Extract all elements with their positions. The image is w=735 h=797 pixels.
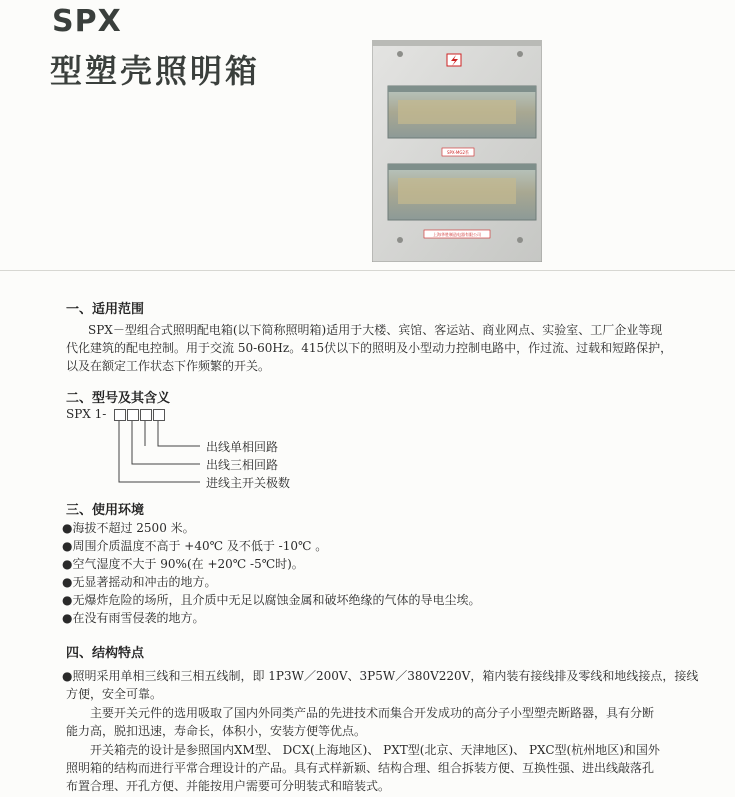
scope-line-1: SPX－型组合式照明配电箱(以下简称照明箱)适用于大楼、宾馆、客运站、商业网点、实验室、工厂企业等现 bbox=[88, 323, 663, 337]
model-code: SPX bbox=[52, 4, 122, 39]
page-title: 型塑壳照明箱 bbox=[50, 52, 261, 90]
section-heading-scope: 一、适用范围 bbox=[66, 302, 145, 317]
code-label-single-phase: 出线单相回路 bbox=[206, 440, 279, 454]
structure-line: 照明箱的结构而进行平常合理设计的产品。具有式样新颖、结构合理、组合拆装方便、互换性强、进出线敲落孔 bbox=[66, 761, 655, 775]
env-item: ●无显著摇动和冲击的地方。 bbox=[62, 575, 217, 589]
env-item: ●空气湿度不大于 90%(在 +20℃ -5℃时)。 bbox=[62, 557, 304, 571]
env-item: ●无爆炸危险的场所，且介质中无足以腐蚀金属和破坏绝缘的气体的导电尘埃。 bbox=[62, 593, 481, 607]
structure-line: 方便，安全可靠。 bbox=[66, 687, 163, 701]
scope-line-3: 以及在额定工作状态下作频繁的开关。 bbox=[66, 359, 271, 373]
code-label-three-phase: 出线三相回路 bbox=[206, 458, 279, 472]
structure-line: 能力高，脱扣迅速，寿命长，体积小，安装方便等优点。 bbox=[66, 724, 367, 738]
code-label-main-switch: 进线主开关极数 bbox=[206, 476, 291, 490]
env-item: ●周围介质温度不高于 +40℃ 及不低于 -10℃ 。 bbox=[62, 539, 328, 553]
scope-line-2: 代化建筑的配电控制。用于交流 50-60Hz。415伏以下的照明及小型动力控制电路中，作过流、过载和短路保护， bbox=[66, 341, 673, 355]
structure-line: 主要开关元件的选用吸取了国内外同类产品的先进技术而集合开发成功的高分子小型塑壳断路器，具有分断 bbox=[90, 706, 655, 720]
section-heading-model: 二、型号及其含义 bbox=[66, 391, 171, 406]
section-heading-structure: 四、结构特点 bbox=[66, 646, 145, 661]
structure-line: 布置合理、开孔方便、并能按用户需要可分明装式和暗装式。 bbox=[66, 779, 391, 793]
structure-line: 开关箱壳的设计是参照国内XM型、 DCX(上海地区)、 PXT型(北京、天津地区)、 PXC型(杭州地区)和国外 bbox=[90, 743, 660, 757]
product-maker-label: 上海华胜制造电器有限公司 bbox=[433, 232, 481, 237]
structure-line: ●照明采用单相三线和三相五线制，即 1P3W／200V、3P5W／380V220V，箱内装有接线排及零线和地线接点，接线 bbox=[62, 669, 699, 683]
model-code-prefix: SPX 1- bbox=[66, 407, 107, 421]
product-center-label: SPX-MG2系 bbox=[446, 150, 470, 155]
section-heading-environment: 三、使用环境 bbox=[66, 503, 145, 518]
env-item: ●海拔不超过 2500 米。 bbox=[62, 521, 195, 535]
env-item: ●在没有雨雪侵袭的地方。 bbox=[62, 611, 205, 625]
